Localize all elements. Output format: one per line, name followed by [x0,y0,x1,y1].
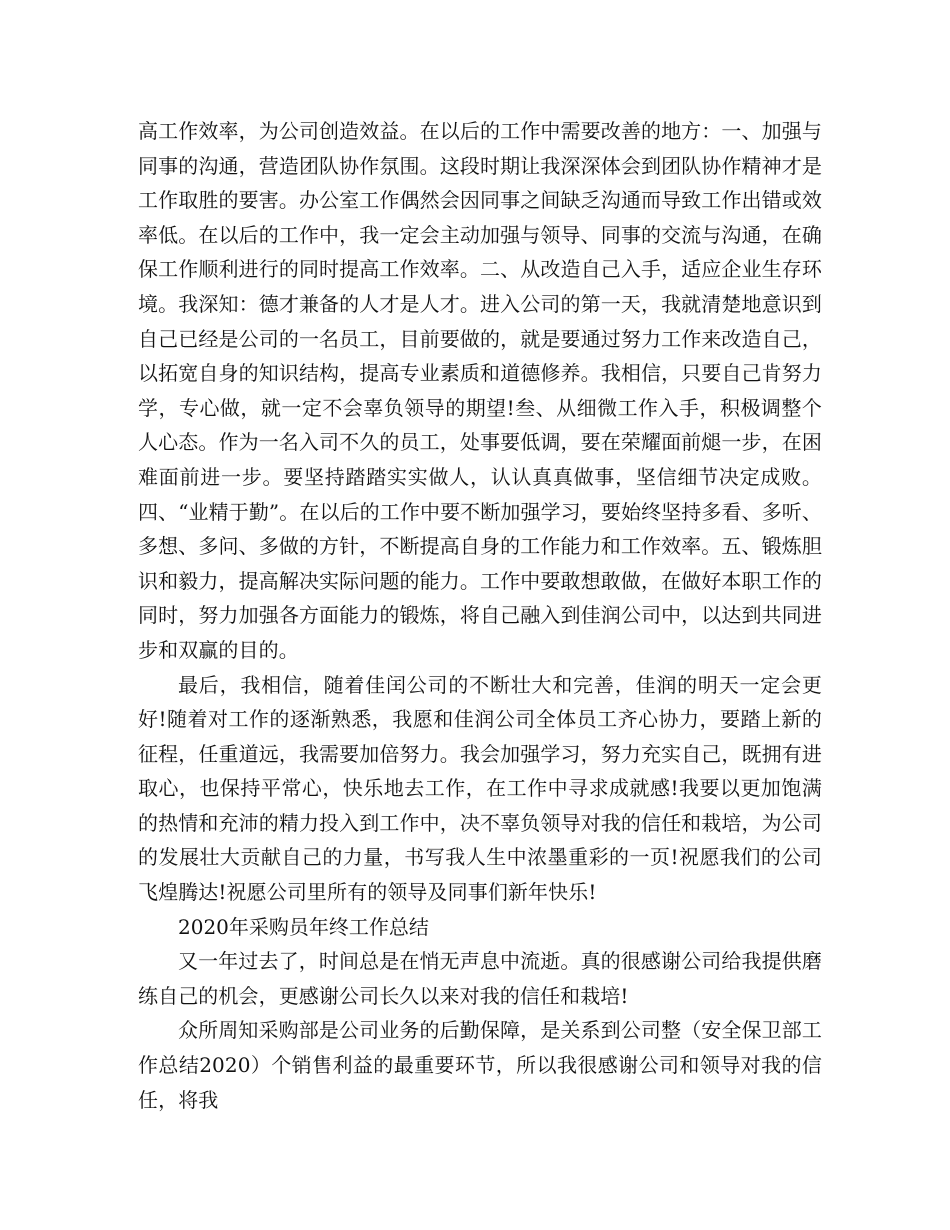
section-title: 2020年采购员年终工作总结 [178,914,429,939]
paragraph-purchasing-dept: 众所周知采购部是公司业务的后勤保障，是关系到公司整（安全保卫部工作总结2020）个销售利益的最重要环节，所以我很感谢公司和领导对我的信任，将我 [138,1018,822,1112]
document-body [138,114,822,1117]
paragraph-work-improvement: 高工作效率，为公司创造效益。在以后的工作中需要改善的地方：一、加强与同事的沟通，营造团队协作氛围。这段时期让我深深体会到团队协作精神才是工作取胜的要害。办公室工作偶然会因同事之间缺乏沟通而导致工作出错或效率低。在以后的工作中，我一定会主动加强与领导、同事的交流与沟通，在确保工作顺利进行的同时提高工作效率。二、从改造自己入手，适应企业生存环境。我深知：德才兼备的人才是人才。进入公司的第一天，我就清楚地意识到自己已经是公司的一名员工，目前要做的，就是要通过努力工作来改造自己，以拓宽自身的知识结构，提高专业素质和道德修养。我相信，只要自己肯努力学，专心做，就一定不会辜负领导的期望!叁、从细微工作入手，积极调整个人心态。作为一名入司不久的员工，处事要低调，要在荣耀面前煺一步，在困难面前进一步。要坚持踏踏实实做人，认认真真做事，坚信细节决定成败。四、“业精于勤”。在以后的工作中要不断加强学习，要始终坚持多看、多听、多想、多问、多做的方针，不断提高自身的工作能力和工作效率。五、锻炼胆识和毅力，提高解决实际问题的能力。工作中要敢想敢做，在做好本职工作的同时，努力加强各方面能力的锻炼，将自己融入到佳润公司中，以达到共同进步和双赢的目的。 [138,119,822,662]
paragraph-year-passed: 又一年过去了，时间总是在悄无声息中流逝。真的很感谢公司给我提供磨练自己的机会，更感谢公司长久以来对我的信任和栽培! [138,949,822,1008]
paragraph-closing-wishes: 最后，我相信，随着佳闰公司的不断壮大和完善，佳润的明天一定会更好!随着对工作的逐渐熟悉，我愿和佳润公司全体员工齐心协力，要踏上新的征程，任重道远，我需要加倍努力。我会加强学习，努力充实自己，既拥有进取心，也保持平常心，快乐地去工作，在工作中寻求成就感!我要以更加饱满的热情和充沛的精力投入到工作中，决不辜负领导对我的信任和栽培，为公司的发展壮大贡献自己的力量，书写我人生中浓墨重彩的一页!祝愿我们的公司飞煌腾达!祝愿公司里所有的领导及同事们新年快乐! [138,672,822,905]
